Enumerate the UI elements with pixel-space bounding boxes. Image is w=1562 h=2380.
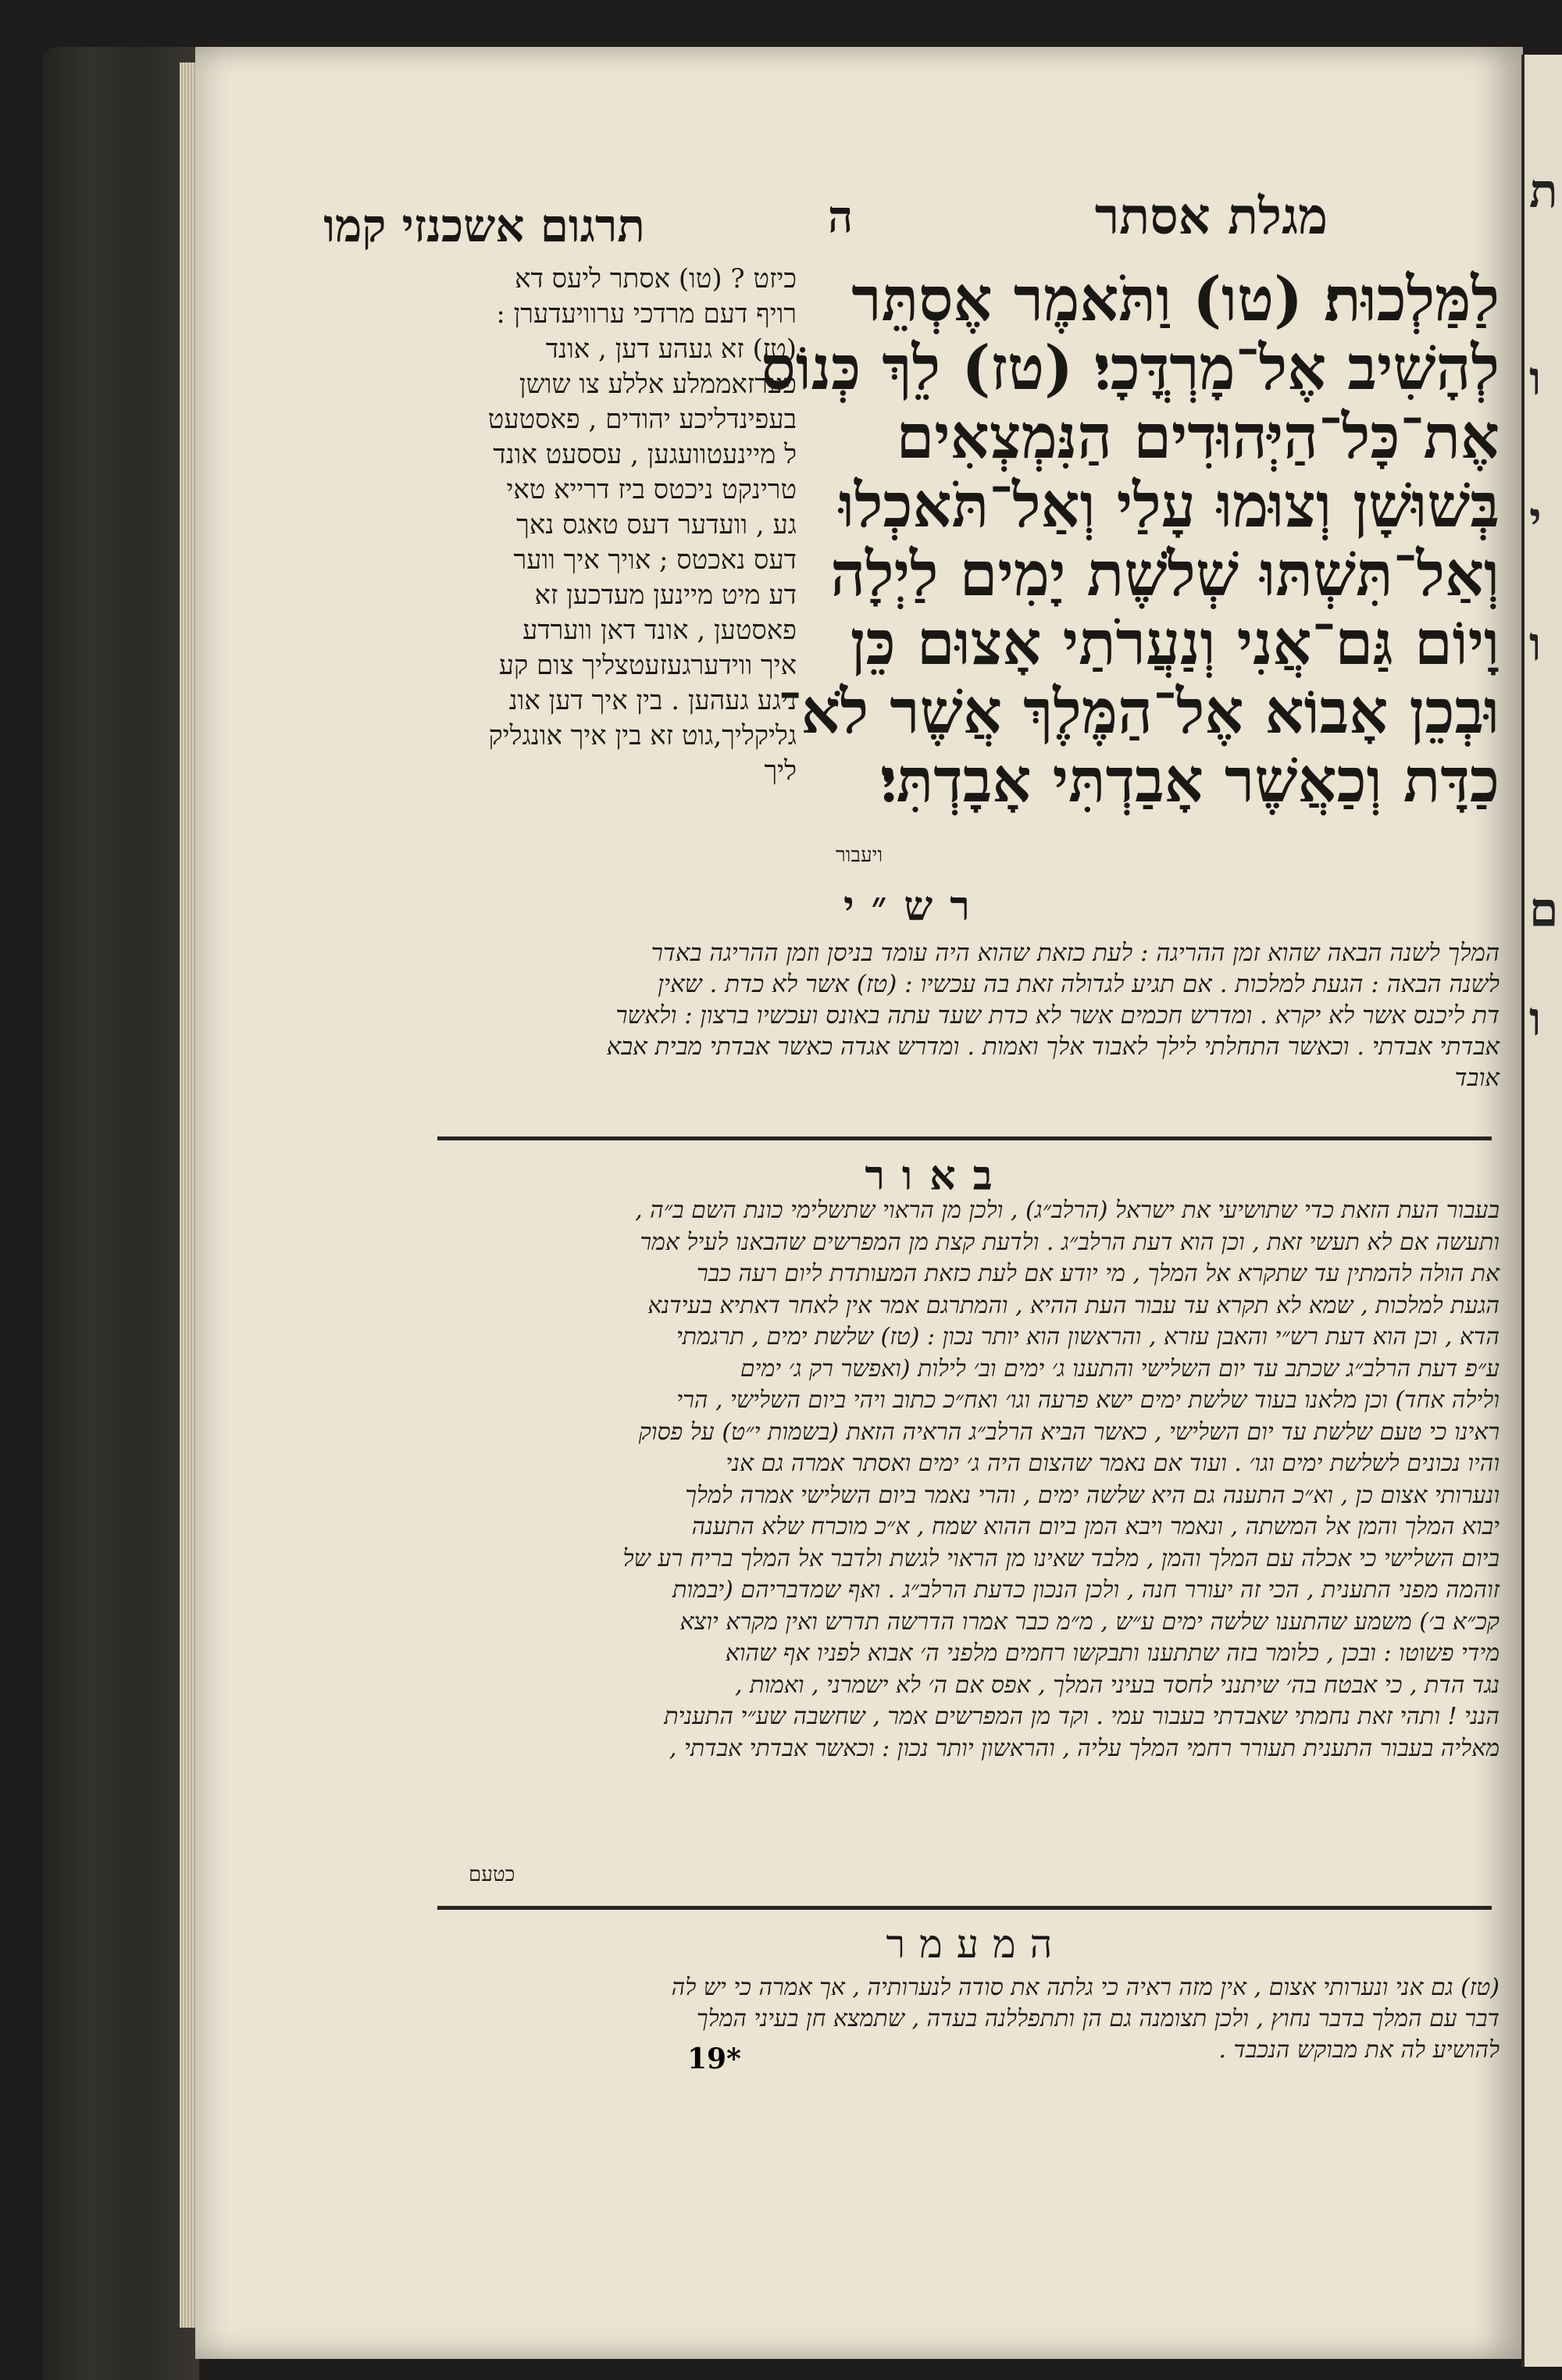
biur-line: את הולה להמתין עד שתקרא אל המלך , מי יודע אם לעת כזאת המעותדת ליום רעה כבר xyxy=(697,1260,1500,1287)
biur-line: יבוא המלך והמן אל המשתה , ונאמר ויבא המן ביום ההוא שמח , א״כ מוכרח שלא התענה xyxy=(691,1513,1500,1540)
biur-line: ביום השלישי כי אכלה עם המלך והמן , מלבד שאינו מן הראוי לגשת ולדבר אל המלך בריח רע של xyxy=(622,1544,1500,1572)
rashi-line: אובד xyxy=(1454,1064,1500,1092)
targum-line: כיזט ? (טו) אסתר ליעס דא xyxy=(515,263,797,294)
running-head: מגלת אסתר xyxy=(1094,187,1328,246)
targum-line: גע , וועדער דעס טאגס נאך xyxy=(516,509,797,541)
biur-line: ע״פ דעת הרלב״ג שכתב עד יום השלישי והתענו ג׳ ימים וב׳ לילות (ואפשר רק ג׳ ימים xyxy=(740,1354,1500,1383)
biur-catchword: כטעם xyxy=(469,1863,515,1886)
biur-line: זוהמה מפני התענית , הכי זה יעורר חנה , ולכן הנכון כדעת הרלב״ג . ואף שמדבריהם (יבמות xyxy=(672,1576,1500,1604)
page-header xyxy=(781,148,1328,258)
targum-line: בעפינדליכע יהודים , פאסטעט xyxy=(487,404,797,435)
targum-line: פאסטען , אונד דאן ווערדע xyxy=(522,615,797,646)
rashi-line: דת ליכנס אשר לא יקרא . ומדרש חכמים אשר לא כדת שעד עתה באונס ועכשיו ברצון : ולאשר xyxy=(615,1001,1500,1029)
bible-line: וְאַל־תִּשְׁתּוּ שְׁלֹשֶׁת יָמִים לַיְלָה xyxy=(830,539,1500,610)
targum-line: פערזאממלע אללע צו שושן xyxy=(519,369,797,400)
bible-line: בְּשׁוּשָׁן וְצוּמוּ עָלַי וְאַל־תֹּאכְלוּ xyxy=(838,470,1500,541)
biur-line: מאליה בעבור התענית תעורר רחמי המלך עליה , והראשון יותר נכון : וכאשר אבדתי אבדתי , xyxy=(669,1734,1500,1762)
biur-heading: באור xyxy=(865,1152,1010,1200)
rashi-commentary xyxy=(406,937,1500,1094)
biur-line: ונערותי אצום כן , וא״כ התענה גם היא שלשה ימים , והרי נאמר ביום השלישי אמרה למלך xyxy=(685,1481,1500,1509)
bible-line: לְהָשִׁיב אֶל־מָרְדֳּכָי׃ (טז) לֵךְ כְּנוֹס xyxy=(761,333,1500,404)
rashi-line: לשנה הבאה : הגעת למלכות . אם תגיע לגדולה זאת בה עכשיו : (טז) אשר לא כדת . שאין xyxy=(658,970,1500,998)
targum-line: טרינקט ניכטס ביז דרייא טאי xyxy=(506,474,797,505)
targum-line: איך ווידערגעזעטצליך צום קע xyxy=(498,650,797,681)
biur-line: והיו נכונים לשלשת ימים וגו׳ . ועוד אם נאמר שהצום היה ג׳ ימים ואסתר אמרה גם אני xyxy=(726,1450,1500,1477)
biur-commentary xyxy=(406,1195,1500,1764)
targum-line: ליך xyxy=(764,755,797,787)
next-page-fragment: ו xyxy=(1529,992,1542,1047)
bible-line: לַמַּלְכוּת׃ (טו) וַתֹּאמֶר אֶסְתֵּר xyxy=(851,264,1500,335)
rashi-heading: רש״י xyxy=(843,883,987,930)
meamer-line: דבר עם המלך בדבר נחוץ , ולכן תצומנה גם הן ותתפללנה בעדה , שתמצא חן בעיני המלך xyxy=(696,2005,1500,2032)
bible-line: וָיוֹם גַּם־אֲנִי וְנַעֲרֹתַי אָצוּם כֵּן xyxy=(850,608,1500,679)
page-number: 19* xyxy=(687,2043,741,2075)
adjacent-page-fragment xyxy=(1521,55,1562,2367)
bible-line: וּבְכֵן אָבוֹא אֶל־הַמֶּלֶךְ אֲשֶׁר לֹא־ xyxy=(777,676,1500,748)
meamer-commentary xyxy=(406,1972,1500,2066)
next-page-fragment: ת xyxy=(1529,164,1558,219)
targum-heading: תרגום אשכנזי קמו xyxy=(323,199,645,252)
rashi-line: אבדתי אבדתי . וכאשר התחלתי לילך לאבוד אלך ואמות . ומדרש אגדה כאשר אבדתי מבית אבא xyxy=(606,1033,1500,1061)
targum-text xyxy=(406,262,797,789)
book-spine xyxy=(43,47,199,2380)
biur-line: מידי פשוטו : ובכן , כלומר בזה שתתענו ותבקשו רחמים מלפני ה׳ אבוא לפניו אף שהוא xyxy=(725,1640,1500,1667)
meamer-line: (טז) גם אני ונערותי אצום , אין מזה ראיה כי גלתה את סודה לנערותיה , אך אמרה כי יש לה xyxy=(671,1974,1500,2001)
targum-line: ניגע געהען . בין איך דען אונ xyxy=(508,685,797,716)
next-page-fragment: י xyxy=(1529,492,1542,547)
meamer-heading: המעמר xyxy=(886,1921,1067,1967)
biur-line: קכ״א ב׳) משמע שהתענו שלשה ימים ע״ש , מ״מ כבר אמרו הדרשה תדרש ואין מקרא יוצא xyxy=(679,1607,1500,1636)
bible-catchword: ויעבור xyxy=(836,844,883,867)
bible-line: כַדָּת וְכַאֲשֶׁר אָבַדְתִּי אָבָדְתִּי׃ xyxy=(880,745,1500,816)
biur-line: הדא , וכן הוא דעת רש״י והאבן עזרא , והראשון הוא יותר נכון : (טז) שלשת ימים , תרגמתי xyxy=(676,1323,1500,1351)
targum-line: רויף דעם מרדכי ערוויעדערן : xyxy=(496,298,797,330)
biur-line: בעבור העת הזאת כדי שתושיעי את ישראל (הרלב״ג) , ולכן מן הראוי שתשלימי כונת השם ב״ה , xyxy=(635,1197,1500,1224)
meamer-line: להושיע לה את מבוקש הנכבד . xyxy=(1218,2036,1500,2064)
targum-line: גליקליך,גוט זא בין איך אונגליק xyxy=(488,720,797,751)
targum-line: דע מיט מיינען מעדכען זא xyxy=(534,580,797,611)
rashi-line: המלך לשנה הבאה שהוא זמן ההריגה : לעת כזאת שהוא היה עומד בניסן וזמן ההריגה באדר xyxy=(651,939,1500,967)
section-divider xyxy=(437,1906,1492,1910)
section-divider xyxy=(437,1136,1492,1140)
folio-letter: ה xyxy=(828,191,854,243)
biur-line: ותעשה אם לא תעשי זאת , וכן הוא דעת הרלב״ג . ולדעת קצת מן המפרשים שהבאנו לעיל אמר xyxy=(640,1228,1500,1256)
targum-line: (טז) זא געהע דען , אונד xyxy=(545,334,797,365)
next-page-fragment: ם xyxy=(1529,883,1559,937)
biur-line: הנני ! ותהי זאת נחמתי שאבדתי בעבור עמי . וקד מן המפרשים אמר , שחשבה שע״י התענית xyxy=(664,1703,1500,1730)
next-page-fragment: ו xyxy=(1529,617,1542,672)
biur-line: נגד הדת , כי אבטח בה׳ שיתנני לחסד בעיני המלך , אפס אם ה׳ לא ישמרני , ואמות , xyxy=(734,1671,1500,1699)
targum-line: ל מיינעטוועגען , עססעט אונד xyxy=(493,439,797,470)
bible-line: אֶת־כָּל־הַיְּהוּדִים הַנִּמְצְאִים xyxy=(896,401,1500,473)
next-page-fragment: ו xyxy=(1529,351,1542,406)
biur-line: ראינו כי טעם שלשת עד יום השלישי , כאשר הביא הרלב״ג הראיה הזאת (בשמות י״ט) על פסוק xyxy=(638,1418,1500,1446)
biur-line: הגעת למלכות , שמא לא תקרא עד עבור העת ההיא , והמתרגם אמר אין לאחר דאתיא בעידנא xyxy=(647,1291,1500,1319)
biur-line: ולילה אחד) וכן מלאנו בעוד שלשת ימים ישא פרעה וגו׳ ואח״כ כתוב ויהי ביום השלישי , הרי xyxy=(676,1386,1500,1414)
targum-line: דעס נאכטס ; אויך איך ווער xyxy=(513,544,797,576)
